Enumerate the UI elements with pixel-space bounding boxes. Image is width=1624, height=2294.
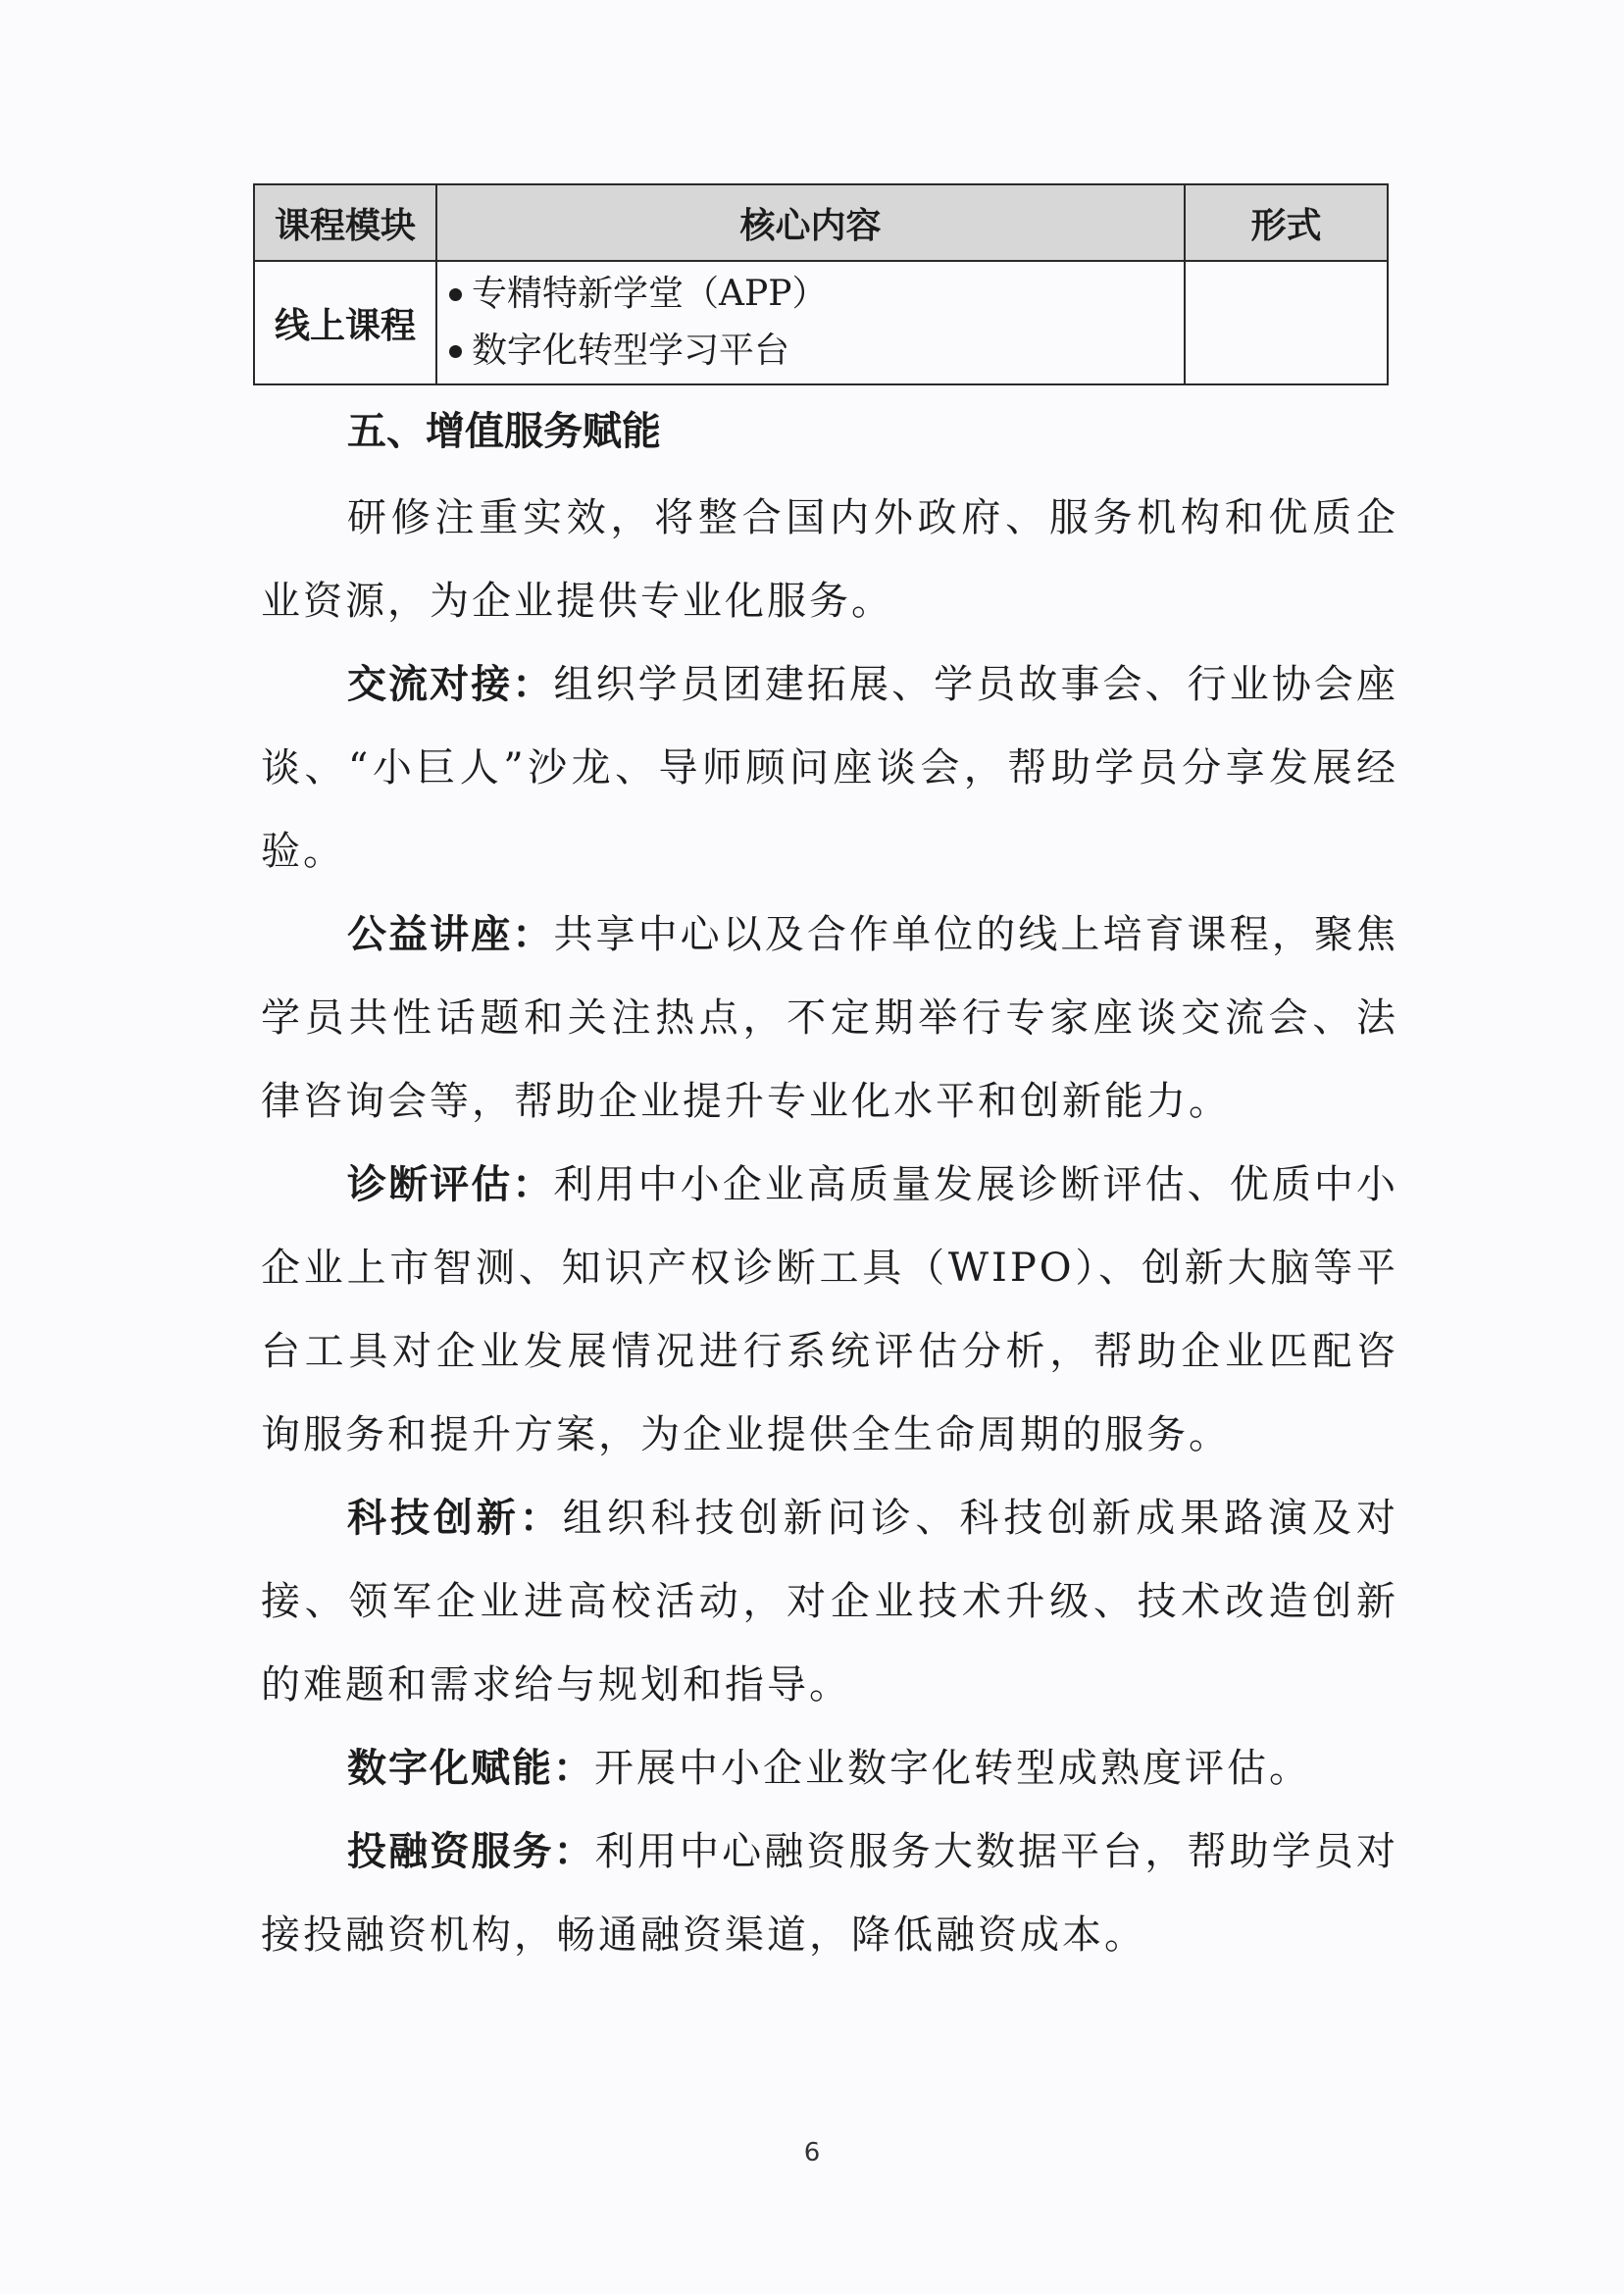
header-module: 课程模块	[254, 184, 436, 261]
paragraph-text: 利用中小企业高质量发展诊断评估、优质中小企业上市智测、知识产权诊断工具（WIPO）、创新大脑等平台工具对企业发展情况进行系统评估分析，帮助企业匹配咨询服务和提升方案，为企业提供全生命周期的服务。	[261, 1162, 1399, 1457]
module-cell: 线上课程	[254, 261, 436, 384]
paragraph-digital	[261, 1727, 1398, 1810]
content-list	[437, 262, 1184, 383]
section-heading: 五、增值服务赋能	[347, 409, 661, 454]
paragraph-lead: 交流对接：	[347, 662, 554, 707]
page-number: 6	[803, 2138, 821, 2167]
list-item	[449, 266, 1184, 323]
table-header-row	[254, 184, 1388, 261]
paragraph-lead: 科技创新：	[347, 1496, 563, 1541]
paragraph-text: 组织学员团建拓展、学员故事会、行业协会座谈、“小巨人”沙龙、导师顾问座谈会，帮助学员分享发展经验。	[261, 662, 1399, 874]
paragraph-text: 开展中小企业数字化转型成熟度评估。	[594, 1746, 1311, 1791]
paragraph-exchange	[261, 643, 1398, 893]
header-form: 形式	[1185, 184, 1388, 261]
content-cell	[436, 261, 1185, 384]
list-item	[449, 323, 1184, 380]
form-cell	[1185, 261, 1388, 384]
paragraph-lead: 数字化赋能：	[347, 1746, 594, 1791]
paragraph-lecture	[261, 893, 1398, 1144]
intro-paragraph: 研修注重实效，将整合国内外政府、服务机构和优质企业资源，为企业提供专业化服务。	[261, 495, 1398, 624]
paragraph-text: 共享中心以及合作单位的线上培育课程，聚焦学员共性话题和关注热点，不定期举行专家座谈交流会、法律咨询会等，帮助企业提升专业化水平和创新能力。	[261, 912, 1399, 1124]
bullet-dot-icon	[449, 345, 462, 358]
bullet-dot-icon	[449, 288, 462, 301]
paragraph-diagnosis	[261, 1144, 1398, 1477]
paragraph-lead: 诊断评估：	[347, 1162, 554, 1207]
course-table	[253, 183, 1389, 385]
table-row	[254, 261, 1388, 384]
paragraph-lead: 公益讲座：	[347, 912, 554, 957]
paragraph-financing	[261, 1810, 1398, 1977]
paragraph-text: 组织科技创新问诊、科技创新成果路演及对接、领军企业进高校活动，对企业技术升级、技术改造创新的难题和需求给与规划和指导。	[261, 1496, 1399, 1708]
paragraph-text: 利用中心融资服务大数据平台，帮助学员对接投融资机构，畅通融资渠道，降低融资成本。	[261, 1829, 1398, 1958]
list-item-text: 专精特新学堂（APP）	[472, 274, 828, 314]
section-body	[261, 477, 1398, 1977]
paragraph-innovation	[261, 1477, 1398, 1727]
paragraph-lead: 投融资服务：	[347, 1829, 595, 1874]
list-item-text: 数字化转型学习平台	[472, 331, 790, 371]
header-content: 核心内容	[436, 184, 1185, 261]
